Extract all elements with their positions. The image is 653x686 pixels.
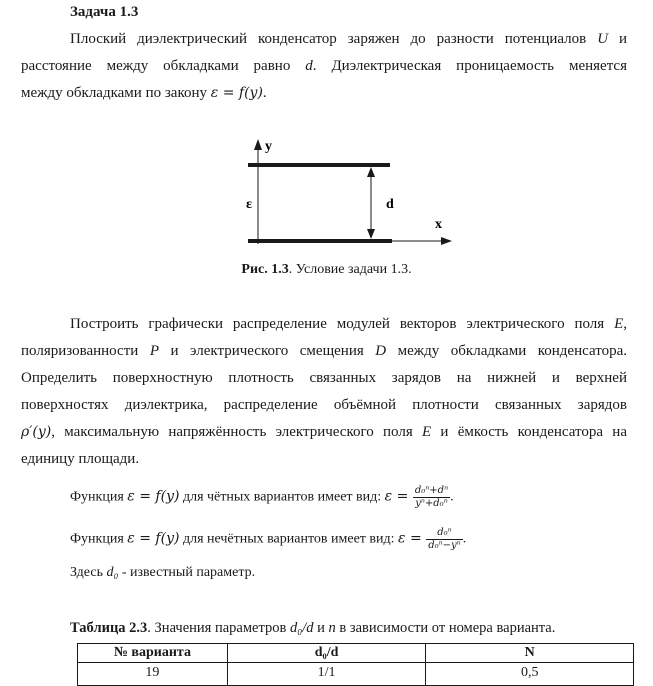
x-axis-arrow-icon	[441, 237, 452, 245]
task-line-4: поверхностях диэлектрика, распределение объёмной плотности связанных зарядов	[21, 397, 627, 413]
parameters-table	[77, 643, 634, 686]
cell-variant: 19	[78, 663, 228, 686]
table-caption: Таблица 2.3. Значения параметров d₀/d и n в зависимости от номера варианта.	[70, 620, 556, 636]
table-row	[78, 663, 634, 686]
top-plate	[248, 163, 390, 167]
problem-title: Задача 1.3	[70, 4, 139, 20]
y-axis-arrow-icon	[254, 139, 262, 150]
intro-line-1: Плоский диэлектрический конденсатор заряжен до разности потенциалов U и	[70, 31, 627, 47]
distance-arrow-down-icon	[367, 229, 375, 239]
distance-arrow-up-icon	[367, 167, 375, 177]
task-line-6: единицу площади.	[21, 451, 140, 467]
table-header-row	[78, 644, 634, 663]
epsilon-formula: ε = f(y)	[210, 85, 263, 101]
intro-line-2: расстояние между обкладками равно d. Диэлектрическая проницаемость меняется	[21, 58, 627, 74]
intro-line-3: между обкладками по закону ε = f(y).	[21, 85, 267, 101]
capacitor-diagram	[0, 0, 653, 260]
bottom-plate	[248, 239, 392, 243]
header-n: N	[426, 644, 634, 663]
task-line-2: поляризованности P и электрического смещения D между обкладками конденсатора.	[21, 343, 627, 359]
cell-d0-d: 1/1	[227, 663, 426, 686]
x-axis-label: x	[435, 217, 442, 232]
task-line-5: ρ′(y), максимальную напряжённость электрического поля E и ёмкость конденсатора на	[21, 424, 627, 440]
epsilon-label: ε	[246, 197, 252, 212]
odd-function-line: Функция ε = f(y) для нечётных вариантов имеет вид: ε = $\frac{\text{d₀ⁿ}}{\text{d₀ⁿ−yⁿ}}$ .	[70, 527, 467, 551]
task-line-1: Построить графически распределение модулей векторов электрического поля E,	[70, 316, 627, 332]
header-variant: № варианта	[78, 644, 228, 663]
d-label: d	[386, 197, 394, 212]
task-paragraph	[21, 311, 627, 473]
even-function-line: Функция ε = f(y) для чётных вариантов имеет вид: ε = $\frac{\text{d₀ⁿ+dⁿ}}{\text{yⁿ+d₀ⁿ}}$ .	[70, 485, 454, 509]
y-axis-label: y	[265, 139, 272, 154]
even-fraction: $\frac{\text{d₀ⁿ+dⁿ}}{\text{yⁿ+d₀ⁿ}}$	[414, 485, 449, 509]
odd-fraction: $\frac{\text{d₀ⁿ}}{\text{d₀ⁿ−yⁿ}}$	[428, 527, 461, 551]
header-d0-d: d₀/d	[227, 644, 426, 663]
figure-caption: Рис. 1.3. Условие задачи 1.3.	[241, 262, 412, 277]
task-line-3: Определить поверхностную плотность связанных зарядов на нижней и верхней	[21, 370, 627, 386]
cell-n: 0,5	[426, 663, 634, 686]
parameter-note: Здесь d₀ - известный параметр.	[70, 565, 256, 580]
